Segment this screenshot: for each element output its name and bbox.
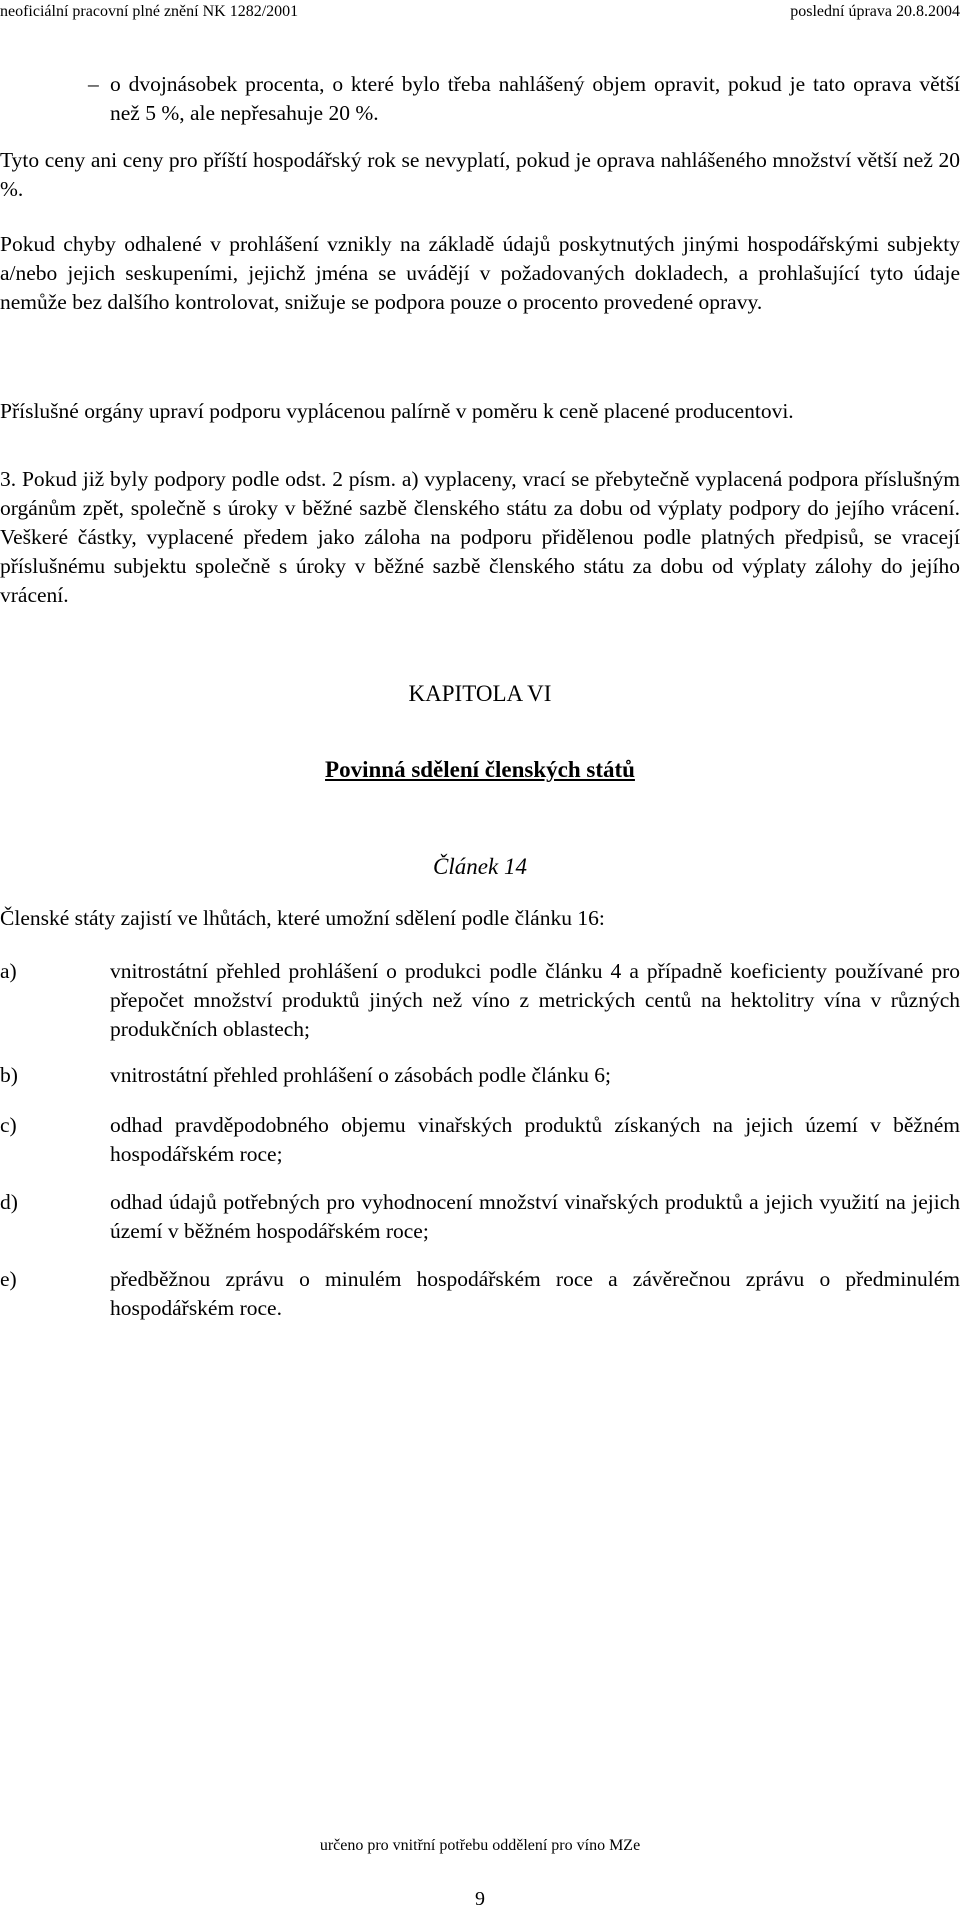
list-marker-a: a) [0,959,17,983]
dash-marker: – [88,72,99,96]
header-right: poslední úprava 20.8.2004 [790,3,960,20]
chapter-subtitle: Povinná sdělení členských států [325,757,635,782]
list-item-e: předběžnou zprávu o minulém hospodářském roce a závěrečnou zprávu o předminulém hospodářském roce. [110,1267,960,1320]
list-item-d: odhad údajů potřebných pro vyhodnocení množství vinařských produktů a jejich využití na jejich území v běžném hospodářském roce; [110,1190,960,1243]
list-item-a: vnitrostátní přehled prohlášení o produkci podle článku 4 a případně koeficienty používané pro přepočet množství produktů jiných než víno z metrických centů na hektolitry vína v různých produkčních oblastech; [110,959,960,1041]
list-marker-e: e) [0,1267,17,1291]
dash-item: o dvojnásobek procenta, o které bylo třeba nahlášený objem opravit, pokud je tato oprava větší než 5 %, ale nepřesahuje 20 %. [110,72,960,125]
list-marker-c: c) [0,1113,17,1137]
paragraph-authorities: Příslušné orgány upraví podporu vyplácenou palírně v poměru k ceně placené producentovi. [0,399,794,423]
footer-note: určeno pro vnitřní potřebu oddělení pro víno MZe [319,1837,641,1854]
chapter-title: KAPITOLA VI [408,681,552,706]
paragraph-errors: Pokud chyby odhalené v prohlášení vznikly na základě údajů poskytnutých jinými hospodářskými subjekty a/nebo jejich seskupeními, jejichž jména se uvádějí v požadovaných dokladech, a prohlašující tyto údaje nemůže bez dalšího kontrolovat, snižuje se podpora pouze o procento provedené opravy. [0,232,960,314]
header-left: neoficiální pracovní plné znění NK 1282/2001 [0,3,299,20]
list-item-c: odhad pravděpodobného objemu vinařských produktů získaných na jejich území v běžném hospodářském roce; [110,1113,960,1166]
list-marker-d: d) [0,1190,18,1214]
paragraph-3: 3. Pokud již byly podpory podle odst. 2 písm. a) vyplaceny, vrací se přebytečně vyplacená podpora příslušným orgánům zpět, společně s úroky v běžné sazbě členského státu za dobu od výplaty podpory do jejího vrácení. Veškeré částky, vyplacené předem jako záloha na podporu přidělenou podle platných předpisů, se vracejí příslušnému subjektu společně s úroky v běžné sazbě členského státu za dobu od výplaty zálohy do jejího vrácení. [0,467,960,607]
article-heading: Článek 14 [433,854,527,879]
list-marker-b: b) [0,1063,18,1087]
list-item-b: vnitrostátní přehled prohlášení o zásobách podle článku 6; [110,1063,611,1087]
article-intro: Členské státy zajistí ve lhůtách, které umožní sdělení podle článku 16: [0,906,605,930]
paragraph-prices: Tyto ceny ani ceny pro příští hospodářský rok se nevyplatí, pokud je oprava nahlášeného množství větší než 20 %. [0,148,960,201]
page-number: 9 [475,1888,485,1910]
